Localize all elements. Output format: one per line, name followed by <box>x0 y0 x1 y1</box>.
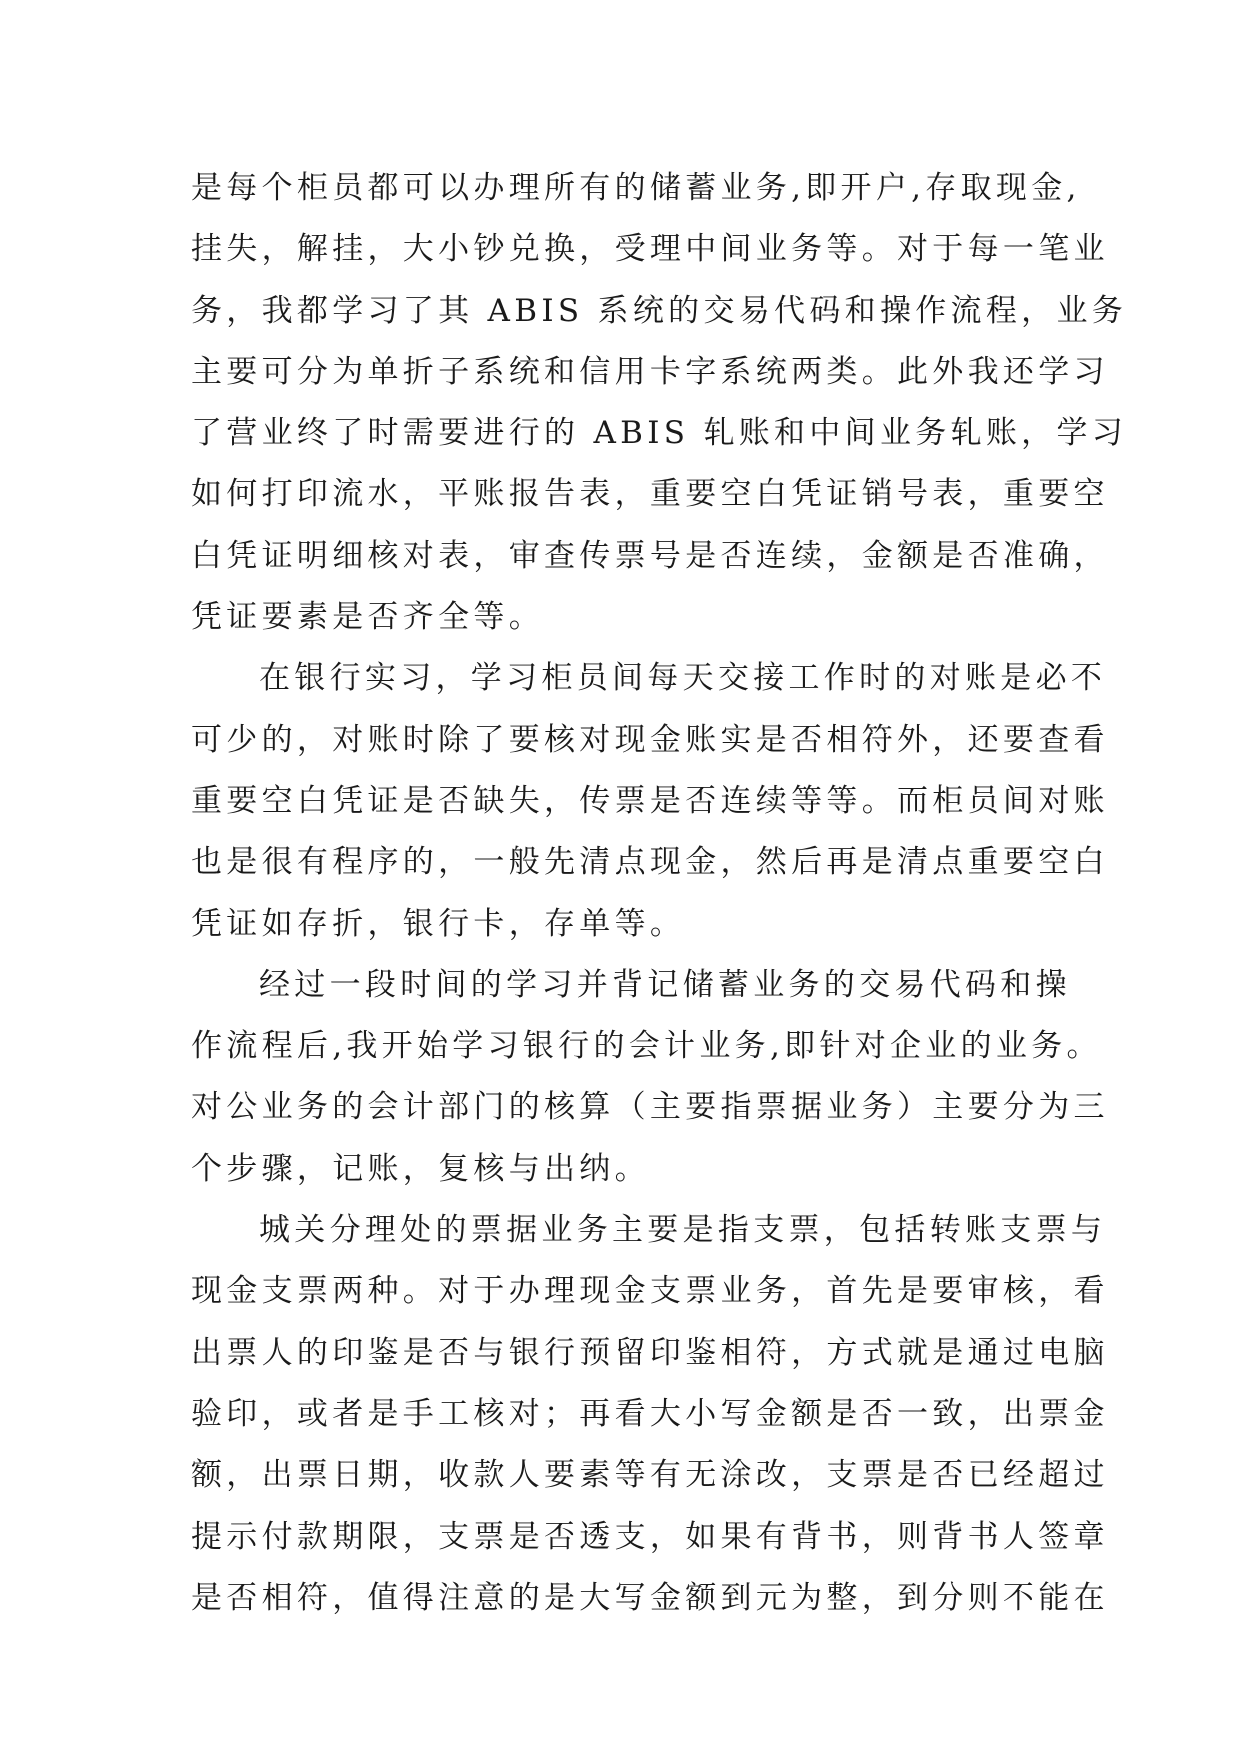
text-line: 务，我都学习了其 ABIS 系统的交易代码和操作流程，业务 <box>191 292 1128 329</box>
text-line: 重要空白凭证是否缺失，传票是否连续等等。而柜员间对账 <box>191 782 1109 819</box>
text-line: 城关分理处的票据业务主要是指支票，包括转账支票与 <box>259 1212 1107 1249</box>
text-line: 额，出票日期，收款人要素等有无涂改，支票是否已经超过 <box>191 1457 1109 1494</box>
text-line: 验印，或者是手工核对；再看大小写金额是否一致，出票金 <box>191 1395 1109 1432</box>
text-line: 在银行实习，学习柜员间每天交接工作时的对账是必不 <box>259 660 1107 697</box>
text-line: 作流程后,我开始学习银行的会计业务,即针对企业的业务。 <box>191 1028 1102 1065</box>
text-line: 如何打印流水，平账报告表，重要空白凭证销号表，重要空 <box>191 476 1109 513</box>
text-line: 对公业务的会计部门的核算（主要指票据业务）主要分为三 <box>191 1089 1109 1126</box>
text-line: 现金支票两种。对于办理现金支票业务，首先是要审核，看 <box>191 1273 1109 1310</box>
text-line: 可少的，对账时除了要核对现金账实是否相符外，还要查看 <box>191 721 1109 758</box>
text-line: 凭证如存折，银行卡，存单等。 <box>191 905 686 942</box>
text-line: 白凭证明细核对表，审查传票号是否连续，金额是否准确， <box>191 537 1109 574</box>
text-line: 是否相符，值得注意的是大写金额到元为整，到分则不能在 <box>191 1579 1109 1616</box>
text-line: 个步骤，记账，复核与出纳。 <box>191 1150 650 1187</box>
text-line: 提示付款期限，支票是否透支，如果有背书，则背书人签章 <box>191 1518 1109 1555</box>
text-line: 经过一段时间的学习并背记储蓄业务的交易代码和操 <box>259 966 1071 1003</box>
text-line: 挂失，解挂，大小钞兑换，受理中间业务等。对于每一笔业 <box>191 231 1109 268</box>
text-line: 出票人的印鉴是否与银行预留印鉴相符，方式就是通过电脑 <box>191 1334 1109 1371</box>
text-line: 也是很有程序的，一般先清点现金，然后再是清点重要空白 <box>191 844 1109 881</box>
text-line: 是每个柜员都可以办理所有的储蓄业务,即开户,存取现金, <box>191 170 1081 206</box>
text-line: 了营业终了时需要进行的 ABIS 轧账和中间业务轧账，学习 <box>191 415 1128 452</box>
text-line: 主要可分为单折子系统和信用卡字系统两类。此外我还学习 <box>191 353 1109 390</box>
text-line: 凭证要素是否齐全等。 <box>191 599 544 636</box>
document-body <box>191 158 1128 1629</box>
